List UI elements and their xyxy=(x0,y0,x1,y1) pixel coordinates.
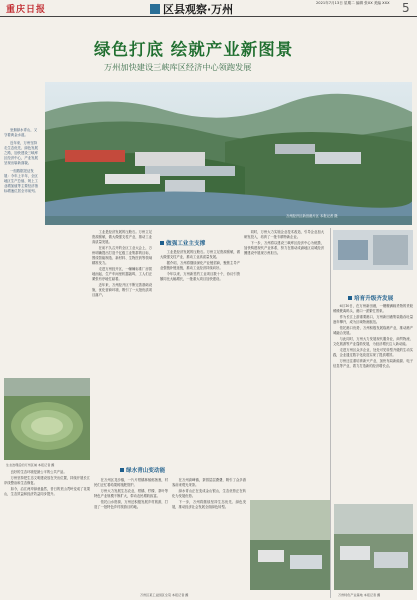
page-subheadline: 万州加快建设三峡库区经济中心领跑发展 xyxy=(104,62,252,72)
page-number: 5 xyxy=(402,1,410,15)
intro-text: 坐拥绿水青山，又守着黄金水道。 近年来，万州坚持走生态优先、绿色发展之路，加快建设三峡库区经济中心，产业发展呈现出崭新面貌。 一组数据见证发展：今年上半年，全区地区生产总值、规上工业增加值等主要经济指标增速位居全市前列。 xyxy=(4,128,38,193)
heading-marker-icon-3 xyxy=(120,468,124,472)
photo-caption-bottom-right: 万州特色产业基地 本报记者 摄 xyxy=(338,593,381,597)
dateline: 2021年7月13日 星期二 编辑 张XX 美编 XXX xyxy=(316,1,390,5)
heading-marker-icon xyxy=(160,241,164,245)
article-column-4: 6月10日，在万州新田港，一艘艘满载货物的货轮缓缓驶离码头，港口一派繁忙景象。 作为长江上游重要港口，万州新田港集装箱吞吐量逐年攀升，成为区域物流枢纽。 依托港口优势，万州积极发展临港产业，推动港产城融合发展。 与此同时，万州大力发展现代服务业，商贸物流、文化旅游等产业蓬勃发展，为经济增长注入新动能。 走进万州区众多企业，处处可见转型升级的生动实践，企业通过数字化改造实现了提质增效。 万州还注重培育新兴产业，加快布局新能源、电子信息等产业，着力打造新的经济增长点。 xyxy=(333,304,413,368)
masthead xyxy=(0,0,417,17)
photo-caption-bottom: 万州区某工业园区全景 本报记者 摄 xyxy=(140,593,189,597)
section-heading-industry: 做强工业主支撑 xyxy=(160,239,205,247)
article-column-5: 良好的生态环境是最公平的公共产品。 万州坚持把生态文明建设放在突出位置，持续开展长江岸线整治和生态修复。 如今，沿江两岸绿意盎然，昔日的荒山秃岭变成了花果山，生态效益和经济效益同步提升。 xyxy=(4,470,90,496)
article-column-3: 同时，万州大力实施企业技术改造，引导企业加大研发投入，培育了一批专精特新企业。 下一步，万州将以建设三峡库区经济中心为统揽，加快构建现代产业体系，努力在推动成渝地区双城经济圈建设中展现万州担当。 xyxy=(244,230,324,255)
terraced-hills-photo xyxy=(4,378,90,460)
industry-base-photo xyxy=(334,504,413,590)
column-divider xyxy=(330,228,331,598)
page-headline: 绿色打底 绘就产业新图景 xyxy=(94,40,294,59)
hero-photo xyxy=(45,82,412,225)
section-title: 区县观察·万州 xyxy=(150,1,233,17)
newspaper-logo: 重庆日报 xyxy=(6,5,47,15)
article-column-1: 工业是经济发展的压舱石。万州立足资源禀赋，做大做强支柱产业，推动工业高质量发展。 在前不久召开的全区工业大会上，万州明确提出打造千亿级工业集群的目标，围绕智能制造、新材料、生物医药等领域精准发力。 走进万州经开区，一幢幢标准厂房拔地而起，生产车间里机器轰鸣，工人们正紧张有序地忙碌着。 近年来，万州经开区不断完善基础设施，优化营商环境，吸引了一大批优质项目落户。 xyxy=(92,230,152,297)
heading-marker-icon-2 xyxy=(348,296,352,300)
factory-photo xyxy=(333,230,413,270)
article-column-7: 在万州高峰镇，茶园层层叠叠，吸引了众多游客前来观光采茶。 绿水青山正在变成金山银山，生态优势正在转化为发展优势。 下一步，万州将继续坚持生态优先、绿色发展，推动经济社会发展全面绿色转型。 xyxy=(172,478,246,509)
section-marker-icon xyxy=(150,4,160,14)
section-heading-upgrade: 培育升级齐发展 xyxy=(348,294,393,302)
hero-caption: 万州经开区新田港片区 本报记者 摄 xyxy=(286,214,338,218)
article-column-2: 工业是经济发展的压舱石。万州立足资源禀赋，做大做强支柱产业，推动工业高质量发展。 据介绍，万州将继续深化产业链招商，聚焦主导产业强链补链延链，推动工业经济持续向好。 今年以来，万州新签约工业项目数十个，协议引资额同比大幅增长，一批重大项目加快建设。 xyxy=(160,250,240,281)
industrial-park-photo xyxy=(250,500,330,590)
section-heading-green: 绿水青山变动能 xyxy=(120,466,165,474)
photo-caption-left: 生态治理后的万州区域 本报记者 摄 xyxy=(6,463,55,467)
article-column-6: 在万州区龙沙镇，一片片柑橘林郁郁葱葱，村民们正忙着给果树施肥管护。 万州大力发展生态农业，柑橘、柠檬、茶叶等特色产业规模不断扩大，带动农民增收致富。 依托山水资源，万州还积极发展乡村旅游，打造了一批特色乡村旅游目的地。 xyxy=(94,478,168,509)
